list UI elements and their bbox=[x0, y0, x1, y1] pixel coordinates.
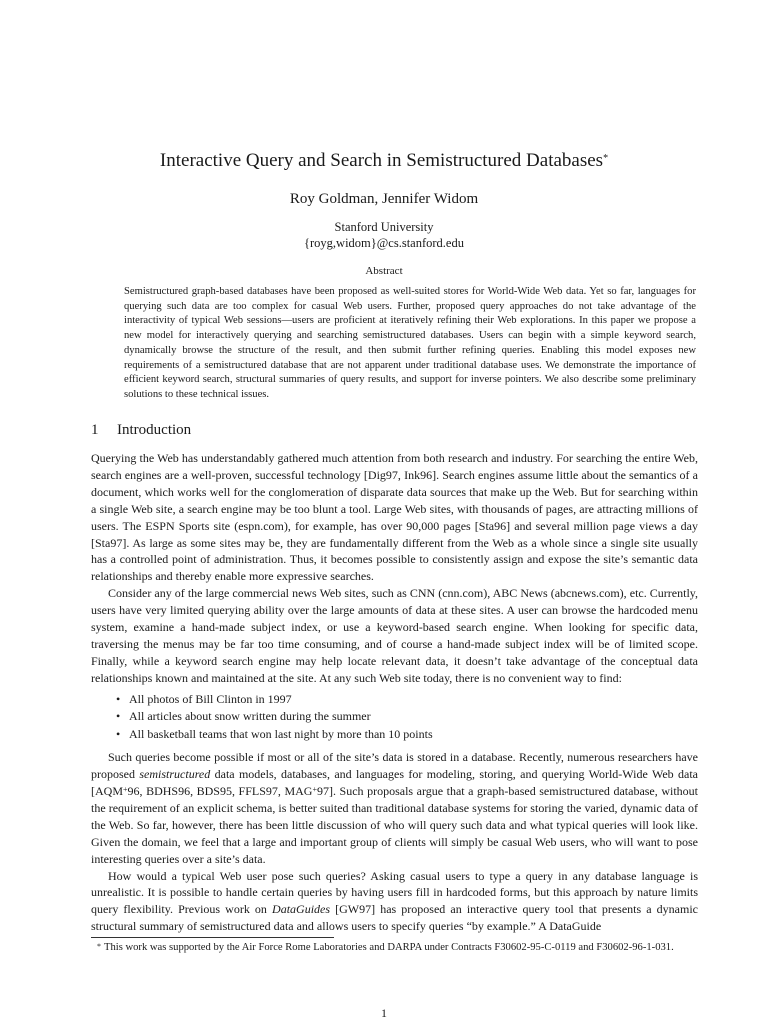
title-text: Interactive Query and Search in Semistructured Databases bbox=[159, 150, 604, 171]
body-text bbox=[91, 450, 698, 935]
superscript-plus: + bbox=[123, 785, 128, 794]
example-query-list bbox=[91, 691, 698, 744]
footnote-divider bbox=[91, 937, 334, 938]
paragraph-1: Querying the Web has understandably gathered much attention from both research and industry. For searching the entire Web, search engines are a well-proven, successful technology [Dig97, Ink96]. Search engines assume little about the semantics of a document, which works well for the conglomeration of disparate data sources that make up the Web. But for searching within a single Web site, a search engine may be too blunt a tool. Large Web sites, with thousands of pages, are attracting millions of users. The ESPN Sports site (espn.com), for example, has over 90,000 pages [Sta96] and several million page views a day [Sta97]. As large as some sites may be, they are fundamentally different from the Web as a whole since a single site usually has a controlled point of administration. Thus, it becomes possible to consistently assign and expose the site’s semantic data relationships and thereby enable more expressive searches. bbox=[91, 451, 698, 584]
abstract-heading: Abstract bbox=[365, 265, 403, 277]
emphasis-semistructured: semistructured bbox=[139, 767, 211, 782]
section-title: Introduction bbox=[117, 422, 192, 438]
affiliation-block bbox=[0, 219, 768, 251]
list-item: • All photos of Bill Clinton in 1997 bbox=[129, 691, 698, 709]
superscript-plus: + bbox=[312, 785, 317, 794]
emphasis-dataguides: DataGuides bbox=[272, 902, 331, 917]
paragraph-3-part-c: 96, BDHS96, BDS95, FFLS97, MAG bbox=[127, 784, 313, 798]
list-item: • All articles about snow written during the summer bbox=[129, 708, 698, 726]
section-heading bbox=[91, 421, 191, 439]
footnote-text: This work was supported by the Air Force Rome Laboratories and DARPA under Contracts F30602-95-C-0119 and F30602-96-1-031. bbox=[104, 942, 674, 953]
abstract-text: Semistructured graph-based databases have been proposed as well-suited stores for World-Wide Web data. Yet so far, languages for querying such data are too complex for casual Web users. Further, proposed query approaches do not take advantage of the interactivity of typical Web sessions—users are proficient at iteratively refining their Web explorations. In this paper we propose a new model for interactively querying and searching semistructured databases. Users can begin with a simple keyword search, dynamically browse the structure of the result, and then submit further refining queries. Enabling this model exposes new requirements of a semistructured database that are not apparent under traditional database uses. We demonstrate the importance of efficient keyword search, structural summaries of query results, and support for inverse pointers. We also describe some preliminary solutions to these technical issues. bbox=[124, 286, 696, 400]
affiliation: Stanford University bbox=[334, 220, 434, 234]
page-number: 1 bbox=[381, 1006, 387, 1020]
paragraph-3-part-a: Such queries become possible if most or all of the site’s data is stored in a database. Recently, numerous researchers have proposed bbox=[91, 750, 698, 782]
paragraph-3-part-b: data models, databases, and languages for modeling, storing, and querying World-Wide Web data [AQM bbox=[91, 767, 698, 798]
paper-title bbox=[0, 150, 768, 172]
author-list: Roy Goldman, Jennifer Widom bbox=[289, 191, 479, 207]
paragraph-3-part-d: 97]. Such proposals argue that a graph-based semistructured database, without the requirement of an explicit schema, is better suited than traditional database systems for storing the varied, dynamic data of the Web. So far, however, there has been little discussion of who will query such data and what typical queries will look like. Given the domain, we feel that a large and important group of clients will simply be casual Web users, who will want to pose interesting queries over a site’s data. bbox=[91, 784, 698, 866]
list-item: • All basketball teams that won last night by more than 10 points bbox=[129, 726, 698, 744]
paragraph-2: Consider any of the large commercial news Web sites, such as CNN (cnn.com), ABC News (abcnews.com), etc. Currently, users have very limited querying ability over the large amounts of data at these sites. A user can browse the hardcoded menu system, examine a hand-made subject index, or use a keyword-based search engine. When looking for specific data, traversing the menus may be far too time consuming, and of course a hand-made subject index will be of limited scope. Finally, while a keyword search engine may help locate relevant data, it doesn’t take advantage of the conceptual data relationships known and maintained at the site. At any such Web site today, there is no convenient way to find: bbox=[91, 586, 698, 685]
paragraph-3 bbox=[91, 749, 698, 867]
section-number: 1 bbox=[91, 422, 99, 438]
paragraph-4 bbox=[91, 868, 698, 936]
footnote-mark: * bbox=[97, 942, 101, 951]
title-footnote-mark: * bbox=[603, 153, 609, 164]
paragraph-4-part-b: [GW97] has proposed an interactive query tool that presents a dynamic structural summary of semistructured data and allows users to specify queries “by example.” A DataGuide bbox=[91, 902, 699, 934]
paragraph-4-part-a: How would a typical Web user pose such queries? Asking casual users to type a query in any database language is unrealistic. It is possible to handle certain queries by having users fill in hardcoded forms, but this approach by nature limits query flexibility. Previous work on bbox=[91, 868, 698, 917]
footnote bbox=[91, 940, 698, 955]
author-email: {royg,widom}@cs.stanford.edu bbox=[304, 236, 464, 250]
